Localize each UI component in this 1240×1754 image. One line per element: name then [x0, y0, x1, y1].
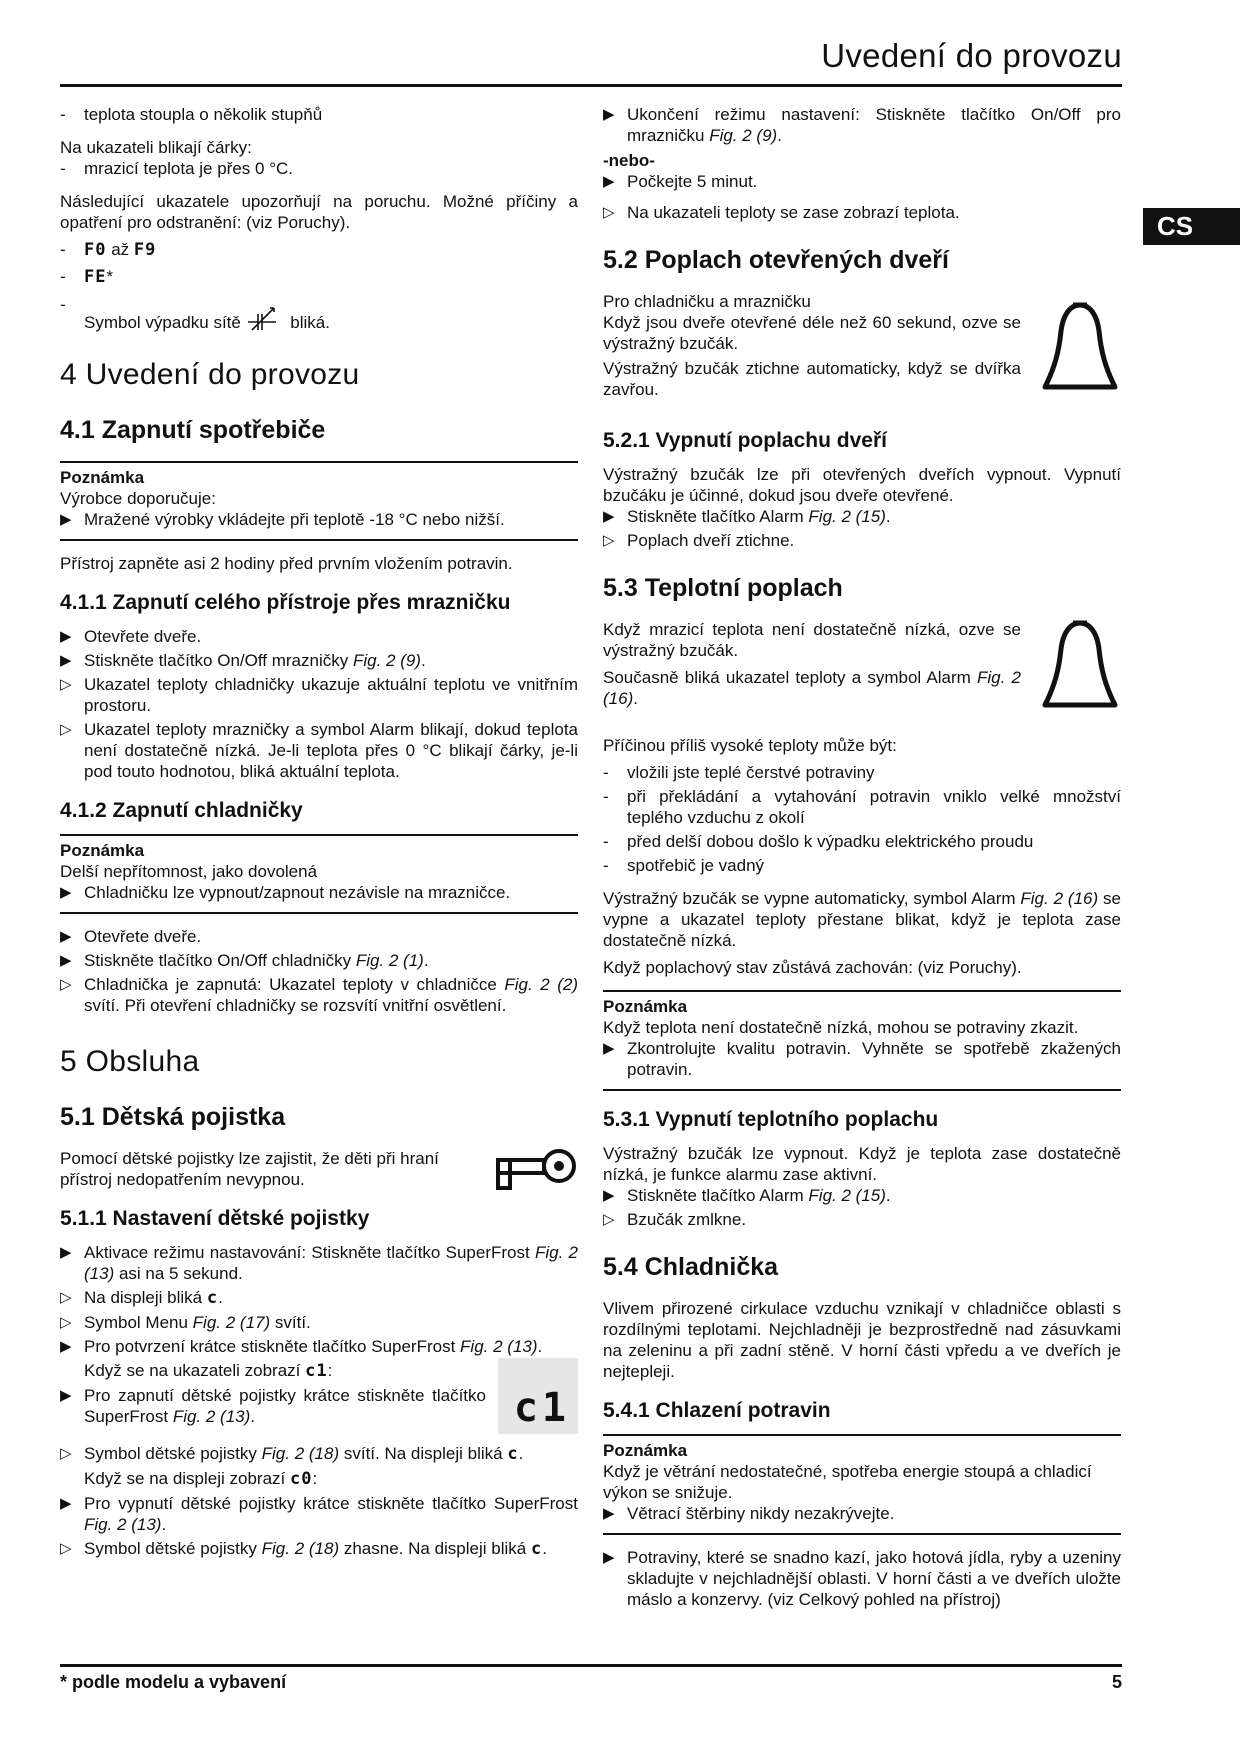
list-item: ▶ Pro potvrzení krátce stiskněte tlačítko SuperFrost Fig. 2 (13). — [60, 1337, 543, 1356]
temperature-alarm-block — [603, 619, 1121, 709]
left-column — [60, 104, 578, 1572]
note-list — [603, 1503, 1121, 1524]
list-item: - F0 až F9 — [60, 240, 157, 260]
note-list — [60, 882, 578, 903]
list-item: ▷ Ukazatel teploty chladničky ukazuje aktuální teplotu ve vnitřním prostoru. — [60, 675, 578, 715]
list-item: ▶ Stiskněte tlačítko Alarm Fig. 2 (15). — [603, 507, 891, 526]
power-failure-icon — [246, 304, 286, 332]
steps-list — [603, 104, 1121, 146]
note-title: Poznámka — [603, 1441, 688, 1460]
section-heading-5-1: 5.1 Dětská pojistka — [60, 1103, 286, 1131]
section-heading-5-4-1: 5.4.1 Chlazení potravin — [603, 1399, 831, 1422]
section-heading-4-1: 4.1 Zapnutí spotřebiče — [60, 416, 326, 444]
section-heading-5-4: 5.4 Chladnička — [603, 1253, 779, 1281]
list-item: ▶ Stiskněte tlačítko Alarm Fig. 2 (15). — [603, 1186, 891, 1205]
section-heading-5-3-1: 5.3.1 Vypnutí teplotního poplachu — [603, 1108, 939, 1131]
paragraph: Když poplachový stav zůstává zachován: (viz Poruchy). — [603, 958, 1022, 977]
section-heading-5-2: 5.2 Poplach otevřených dveří — [603, 246, 949, 274]
note-title: Poznámka — [603, 997, 688, 1016]
list-item: - před delší dobou došlo k výpadku elektrického proudu — [603, 832, 1034, 851]
list-item: ▶ Stiskněte tlačítko On/Off chladničky Fig. 2 (1). — [60, 951, 429, 970]
steps-list — [60, 626, 578, 782]
list-item: ▷ Chladnička je zapnutá: Ukazatel teploty v chladničce Fig. 2 (2) svítí. Při otevření chladničky se rozsvítí vnitřní osvětlení. — [60, 975, 578, 1015]
note-text: Když je větrání nedostatečné, spotřeba energie stoupá a chladicí výkon se snižuje. — [603, 1462, 1092, 1502]
list-item: ▷ Ukazatel teploty mrazničky a symbol Alarm blikají, dokud teplota není dostatečně nízká. Je-li teplota přes 0 °C blikají čárky, je-li pod touto hodnotou, bliká aktuální teplota. — [60, 720, 578, 781]
steps-list — [60, 926, 578, 1016]
list-item: Když se na ukazateli zobrazí c1: — [84, 1361, 333, 1381]
paragraph: Výstražný bzučák lze vypnout. Když je teplota zase dostatečně nízká, je funkce alarmu zase aktivní. — [603, 1144, 1121, 1184]
paragraph: Pro chladničku a mrazničku — [603, 292, 811, 311]
lcd-display — [498, 1358, 578, 1434]
page-number: 5 — [1111, 1672, 1122, 1692]
footer-note: * podle modelu a vybavení — [60, 1672, 287, 1692]
blink-list — [60, 158, 578, 179]
section-heading-5: 5 Obsluha — [60, 1045, 200, 1078]
list-item: ▶ Mražené výrobky vkládejte při teplotě -18 °C nebo nižší. — [60, 510, 505, 529]
paragraph: Výstražný bzučák ztichne automaticky, když se dvířka zavřou. — [603, 359, 1021, 399]
alarm-bell-icon — [1039, 301, 1121, 397]
list-item: - spotřebič je vadný — [603, 856, 765, 875]
steps-list — [603, 506, 1121, 551]
list-item: ▶ Otevřete dveře. — [60, 627, 202, 646]
list-item: - při překládání a vytahování potravin vniklo velké množství teplého vzduchu z okolí — [603, 787, 1121, 827]
list-item: ▶ Aktivace režimu nastavování: Stiskněte tlačítko SuperFrost Fig. 2 (13) asi na 5 sekund. — [60, 1243, 578, 1283]
list-item: ▶ Otevřete dveře. — [60, 927, 202, 946]
note-title: Poznámka — [60, 841, 145, 860]
paragraph: Přístroj zapněte asi 2 hodiny před prvním vložením potravin. — [60, 554, 513, 573]
paragraph: Když mrazicí teplota není dostatečně nízká, ozve se výstražný bzučák. — [603, 620, 1021, 660]
note-list — [603, 1038, 1121, 1080]
child-lock-block — [60, 1148, 578, 1190]
list-item: Když se na displeji zobrazí c0: — [84, 1469, 318, 1489]
list-item: ▷ Na ukazateli teploty se zase zobrazí teplota. — [603, 203, 960, 222]
steps-list — [603, 1547, 1121, 1610]
list-item: ▷ Na displeji bliká c. — [60, 1288, 223, 1308]
note-text: Výrobce doporučuje: — [60, 489, 216, 508]
section-heading-4-1-1: 4.1.1 Zapnutí celého přístroje přes mrazničku — [60, 591, 511, 614]
note-text: Když teplota není dostatečně nízká, mohou se potraviny zkazit. — [603, 1018, 1079, 1037]
paragraph: Následující ukazatele upozorňují na poruchu. Možné příčiny a opatření pro odstranění: (viz Poruchy). — [60, 192, 578, 232]
note-box — [60, 834, 578, 914]
list-item: ▷ Symbol dětské pojistky Fig. 2 (18) zhasne. Na displeji bliká c. — [60, 1539, 547, 1559]
paragraph: Současně bliká ukazatel teploty a symbol Alarm Fig. 2 (16). — [603, 668, 1021, 708]
fault-list — [60, 239, 578, 333]
steps-list — [60, 1242, 578, 1560]
key-icon — [496, 1146, 578, 1190]
alarm-bell-icon — [1039, 619, 1121, 715]
list-item: - teplota stoupla o několik stupňů — [60, 105, 323, 124]
list-item: ▶ Potraviny, které se snadno kazí, jako hotová jídla, ryby a uzeniny skladujte v nejchladnější oblasti. V horní části a ve dveřích uložte máslo a konzervy. (viz Celkový pohled na přístroj) — [603, 1548, 1121, 1609]
section-heading-4: 4 Uvedení do provozu — [60, 358, 360, 391]
paragraph: Výstražný bzučák se vypne automaticky, symbol Alarm Fig. 2 (16) se vypne a ukazatel teploty přestane blikat, když je teplota zase dostatečně nízká. — [603, 889, 1121, 950]
language-tab: CS — [1143, 208, 1240, 245]
list-item: - mrazicí teplota je přes 0 °C. — [60, 159, 293, 178]
right-column — [603, 104, 1121, 1622]
note-text: Delší nepřítomnost, jako dovolená — [60, 862, 318, 881]
header-rule — [60, 84, 1122, 87]
section-heading-5-2-1: 5.2.1 Vypnutí poplachu dveří — [603, 429, 887, 452]
section-heading-4-1-2: 4.1.2 Zapnutí chladničky — [60, 799, 303, 822]
note-box — [60, 461, 578, 541]
footer-rule — [60, 1664, 1122, 1667]
paragraph: Na ukazateli blikají čárky: — [60, 138, 252, 157]
paragraph: Když jsou dveře otevřené déle než 60 sekund, ozve se výstražný bzučák. — [603, 313, 1021, 353]
note-list — [60, 509, 578, 530]
list-item: - Symbol výpadku sítě bliká. — [60, 295, 330, 332]
list-item: - FE* — [60, 267, 114, 287]
list-item: ▶ Větrací štěrbiny nikdy nezakrývejte. — [603, 1504, 895, 1523]
paragraph: Příčinou příliš vysoké teploty může být: — [603, 736, 897, 755]
paragraph: Vlivem přirozené cirkulace vzduchu vznikají v chladničce oblasti s rozdílnými teplotami. Nejchladněji je bezprostředně nad zásuvkami na zeleninu a při zadní stěně. V horní části vpředu a ve dveřích je nejtepleji. — [603, 1299, 1121, 1381]
note-box — [603, 1434, 1121, 1535]
door-alarm-block — [603, 291, 1121, 400]
causes-list — [603, 762, 1121, 876]
lcd-display-text: c1 — [513, 1385, 570, 1431]
list-item: ▶ Počkejte 5 minut. — [603, 172, 758, 191]
list-item: - vložili jste teplé čerstvé potraviny — [603, 763, 875, 782]
list-item: ▷ Symbol dětské pojistky Fig. 2 (18) svítí. Na displeji bliká c. — [60, 1444, 524, 1464]
paragraph: Pomocí dětské pojistky lze zajistit, že děti při hraní přístroj nedopatřením nevypnou. — [60, 1149, 439, 1189]
list-item: ▶ Ukončení režimu nastavení: Stiskněte tlačítko On/Off pro mrazničku Fig. 2 (9). — [603, 105, 1121, 145]
note-box — [603, 990, 1121, 1091]
paragraph: Výstražný bzučák lze při otevřených dveřích vypnout. Vypnutí bzučáku je účinné, dokud jsou dveře otevřené. — [603, 465, 1121, 505]
steps-list — [603, 1185, 1121, 1230]
steps-list — [603, 171, 1121, 223]
list-item: ▷ Symbol Menu Fig. 2 (17) svítí. — [60, 1313, 311, 1332]
intro-list — [60, 104, 578, 125]
list-item: ▶ Zkontrolujte kvalitu potravin. Vyhněte se spotřebě zkažených potravin. — [603, 1039, 1121, 1079]
or-separator: -nebo- — [603, 151, 655, 170]
note-title: Poznámka — [60, 468, 145, 487]
list-item: ▶ Pro zapnutí dětské pojistky krátce stiskněte tlačítko SuperFrost Fig. 2 (13). — [60, 1386, 486, 1426]
page-header-title: Uvedení do provozu — [821, 37, 1122, 74]
list-item: ▷ Bzučák zmlkne. — [603, 1210, 747, 1229]
list-item: ▶ Chladničku lze vypnout/zapnout nezávisle na mrazničce. — [60, 883, 511, 902]
list-item: ▶ Stiskněte tlačítko On/Off mrazničky Fig. 2 (9). — [60, 651, 426, 670]
section-heading-5-3: 5.3 Teplotní poplach — [603, 574, 843, 602]
list-item: ▷ Poplach dveří ztichne. — [603, 531, 795, 550]
list-item: ▶ Pro vypnutí dětské pojistky krátce stiskněte tlačítko SuperFrost Fig. 2 (13). — [60, 1494, 578, 1534]
section-heading-5-1-1: 5.1.1 Nastavení dětské pojistky — [60, 1207, 370, 1230]
